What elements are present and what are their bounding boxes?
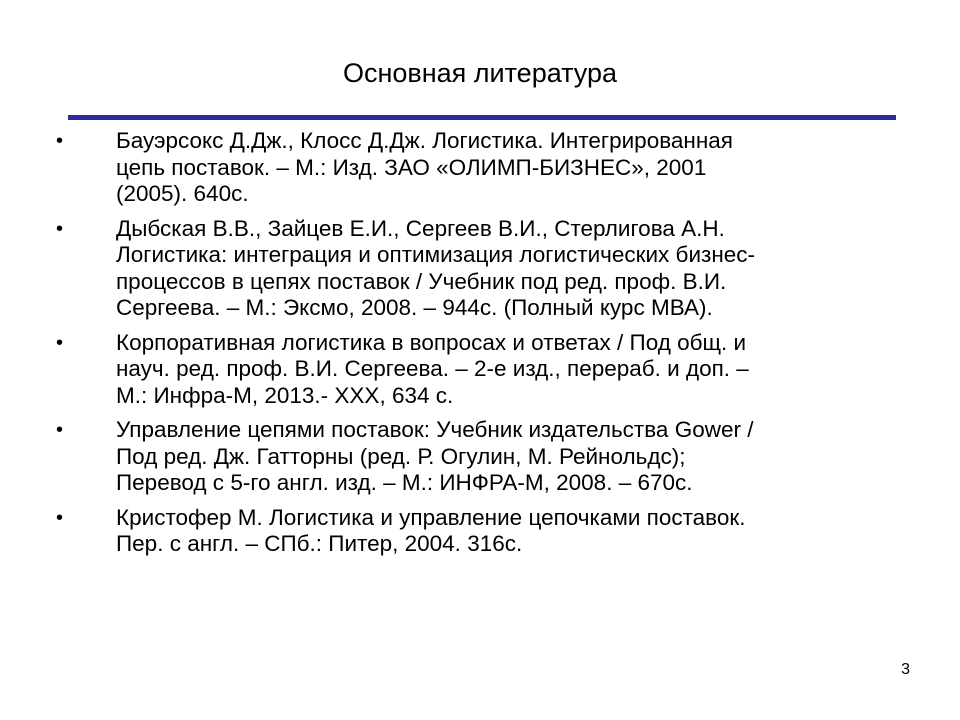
list-item — [56, 128, 896, 208]
slide-title: Основная литература — [342, 58, 618, 88]
bullet-icon: • — [56, 217, 64, 240]
reference-text: Управление цепями поставок: Учебник издательства Gower / Под ред. Дж. Гатторны (ред. Р. Огулин, М. Рейнольдс); Перевод с 5-го англ. изд. – М.: ИНФРА-М, 2008. – 670с. — [116, 417, 754, 495]
reference-text: Дыбская В.В., Зайцев Е.И., Сергеев В.И., Стерлигова А.Н. Логистика: интеграция и оптимизация логистических бизнес- процессов в цепях поставок / Учебник под ред. проф. В.И. Сергеева. – М.: Эксмо, 2008. – 944с. (Полный курс МВА). — [116, 215, 756, 320]
reference-list — [56, 128, 896, 566]
bullet-icon: • — [56, 419, 64, 441]
list-item — [56, 216, 896, 322]
reference-text: Корпоративная логистика в вопросах и ответах / Под общ. и науч. ред. проф. В.И. Сергеева. – 2-е изд., перераб. и доп. – М.: Инфра-М, 2013.- XXX, 634 с. — [116, 329, 749, 408]
page-number: 3 — [901, 661, 910, 678]
title-divider — [68, 115, 896, 120]
list-item — [56, 417, 896, 497]
bullet-icon: • — [56, 130, 64, 152]
reference-text: Бауэрсокс Д.Дж., Клосс Д.Дж. Логистика. Интегрированная цепь поставок. – М.: Изд. ЗАО «ОЛИМП-БИЗНЕС», 2001 (2005). 640с. — [116, 128, 733, 206]
list-item — [56, 505, 896, 558]
reference-text: Кристофер М. Логистика и управление цепочками поставок. Пер. с англ. – СПб.: Питер, 2004. 316с. — [116, 504, 746, 556]
bullet-icon: • — [56, 506, 64, 529]
bullet-icon: • — [56, 331, 64, 354]
list-item — [56, 330, 896, 410]
